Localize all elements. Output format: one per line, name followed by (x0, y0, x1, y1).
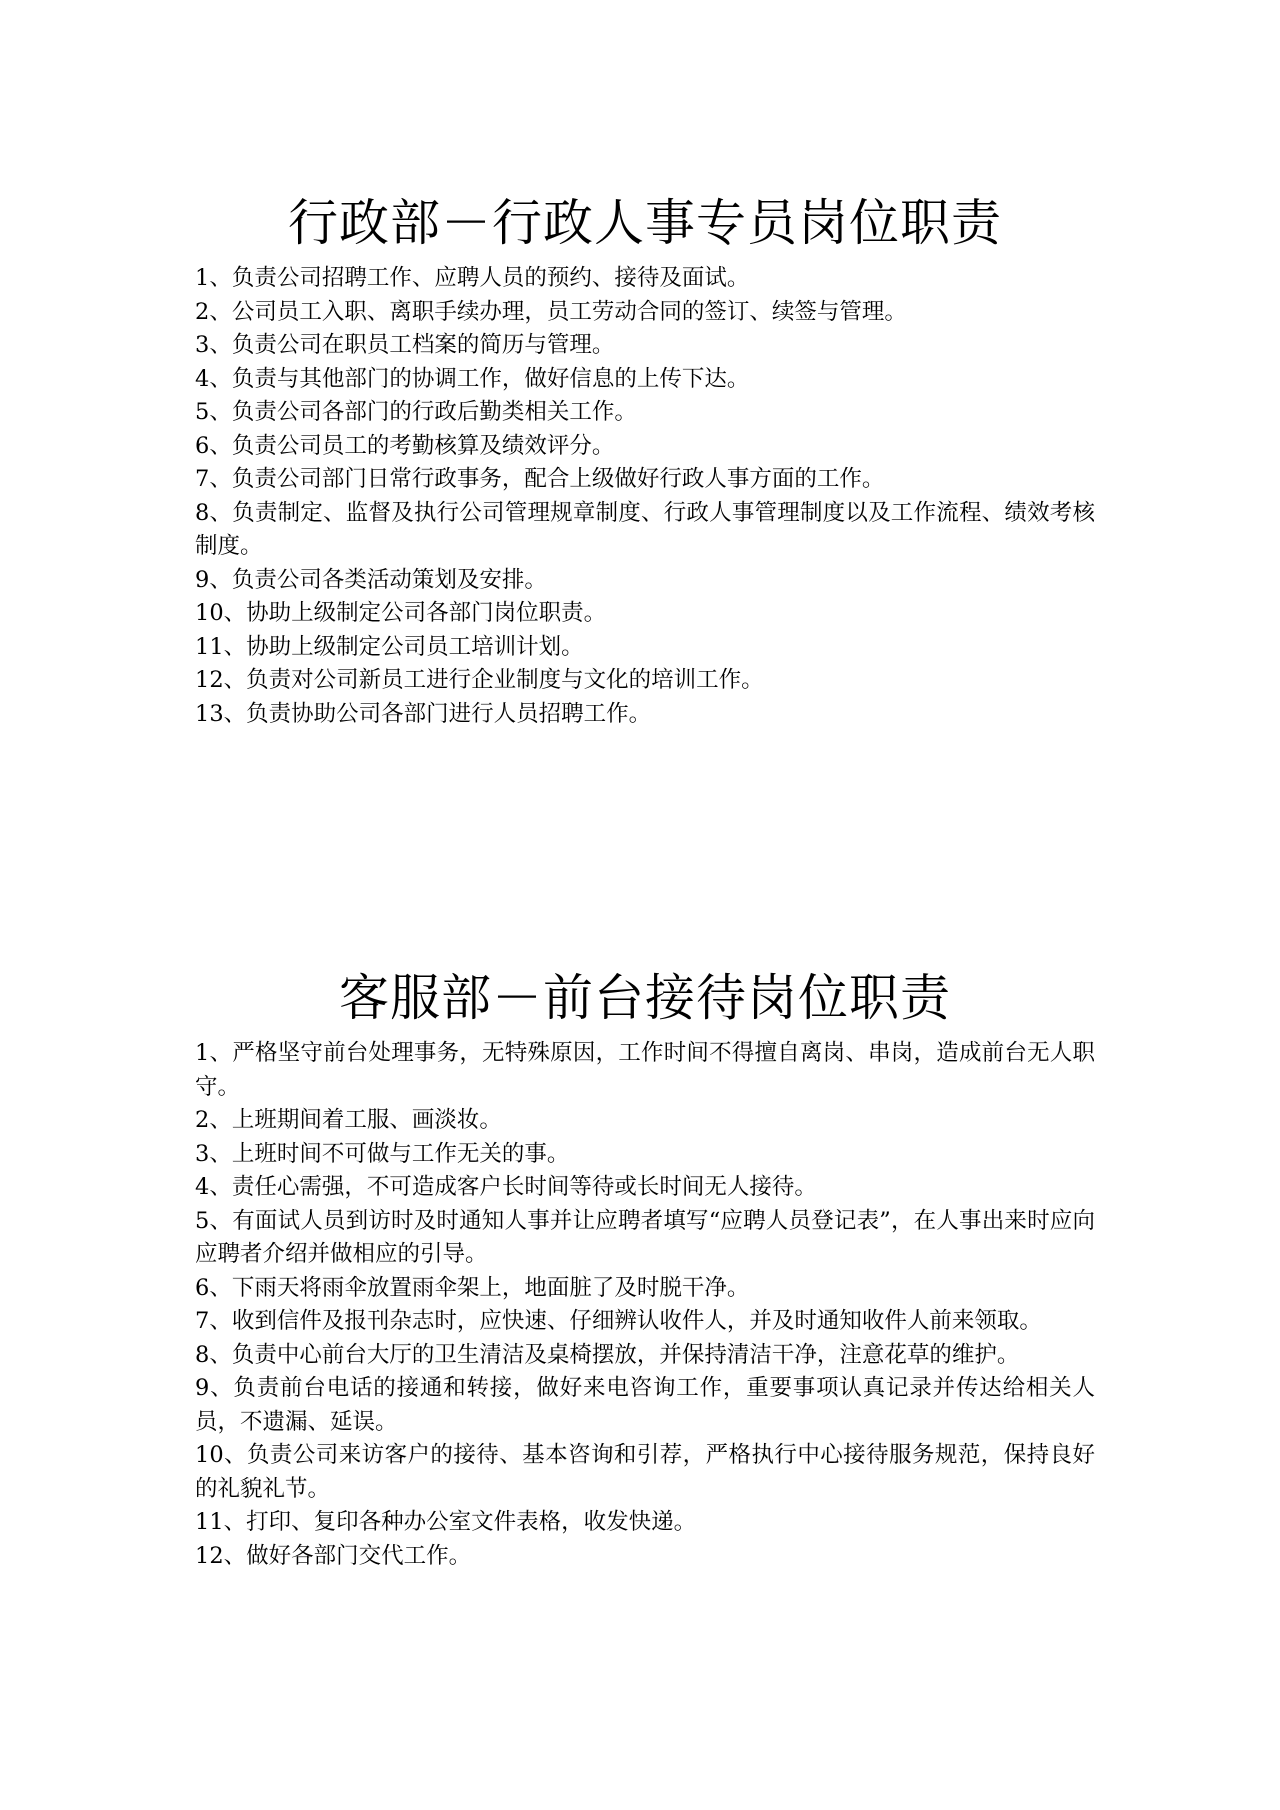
list-item: 12、做好各部门交代工作。 (195, 1542, 472, 1569)
list-item: 13、负责协助公司各部门进行人员招聘工作。 (195, 700, 652, 727)
list-item: 6、下雨天将雨伞放置雨伞架上，地面脏了及时脱干净。 (195, 1274, 750, 1301)
section-title-front-desk: 客服部－前台接待岗位职责 (339, 969, 951, 1027)
list-item: 1、负责公司招聘工作、应聘人员的预约、接待及面试。 (195, 265, 750, 291)
list-item: 10、协助上级制定公司各部门岗位职责。 (195, 600, 607, 626)
list-item: 1、严格坚守前台处理事务，无特殊原因，工作时间不得擅自离岗、串岗，造成前台无人职守。 (195, 1040, 1095, 1100)
list-item: 2、公司员工入职、离职手续办理，员工劳动合同的签订、续签与管理。 (195, 298, 907, 325)
list-item: 7、收到信件及报刊杂志时，应快速、仔细辨认收件人，并及时通知收件人前来领取。 (195, 1308, 1042, 1334)
front-desk-section (195, 965, 1095, 1573)
list-item: 8、负责制定、监督及执行公司管理规章制度、行政人事管理制度以及工作流程、绩效考核制度。 (195, 499, 1095, 559)
list-item: 3、负责公司在职员工档案的简历与管理。 (195, 332, 615, 358)
section-title-admin-hr: 行政部－行政人事专员岗位职责 (288, 194, 1002, 252)
list-item: 3、上班时间不可做与工作无关的事。 (195, 1140, 570, 1167)
duty-list-admin-hr (195, 262, 1095, 731)
list-item: 5、有面试人员到访时及时通知人事并让应聘者填写“应聘人员登记表”，在人事出来时应向应聘者介绍并做相应的引导。 (195, 1207, 1095, 1267)
list-item: 4、责任心需强，不可造成客户长时间等待或长时间无人接待。 (195, 1174, 817, 1200)
list-item: 9、负责公司各类活动策划及安排。 (195, 566, 547, 593)
list-item: 8、负责中心前台大厅的卫生清洁及桌椅摆放，并保持清洁干净，注意花草的维护。 (195, 1341, 1020, 1368)
duty-list-front-desk (195, 1037, 1095, 1573)
list-item: 2、上班期间着工服、画淡妆。 (195, 1107, 502, 1133)
list-item: 12、负责对公司新员工进行企业制度与文化的培训工作。 (195, 667, 764, 693)
list-item: 10、负责公司来访客户的接待、基本咨询和引荐，严格执行中心接待服务规范，保持良好的礼貌礼节。 (195, 1442, 1095, 1502)
list-item: 11、打印、复印各种办公室文件表格，收发快递。 (195, 1509, 697, 1535)
list-item: 11、协助上级制定公司员工培训计划。 (195, 633, 584, 660)
list-item: 9、负责前台电话的接通和转接，做好来电咨询工作，重要事项认真记录并传达给相关人员，不遗漏、延误。 (195, 1375, 1095, 1435)
list-item: 5、负责公司各部门的行政后勤类相关工作。 (195, 399, 637, 425)
list-item: 4、负责与其他部门的协调工作，做好信息的上传下达。 (195, 365, 750, 392)
list-item: 7、负责公司部门日常行政事务，配合上级做好行政人事方面的工作。 (195, 466, 885, 492)
list-item: 6、负责公司员工的考勤核算及绩效评分。 (195, 432, 615, 459)
admin-hr-section (195, 190, 1095, 731)
